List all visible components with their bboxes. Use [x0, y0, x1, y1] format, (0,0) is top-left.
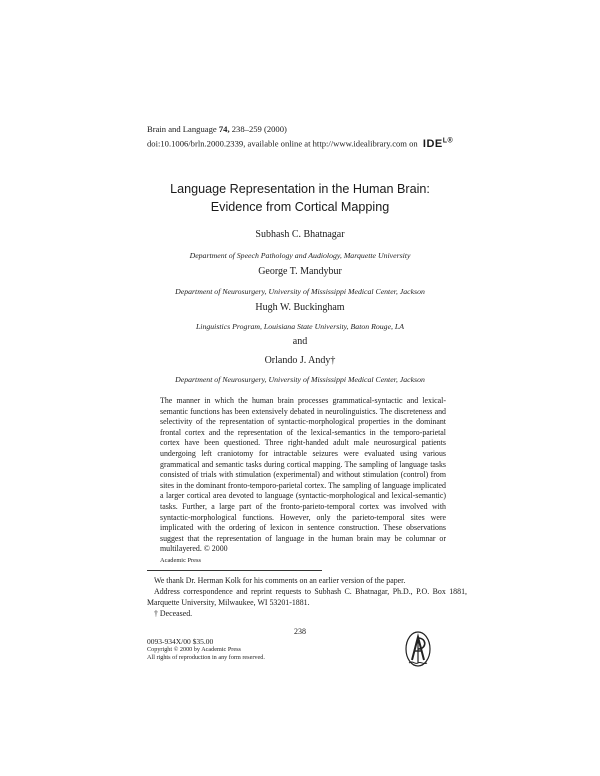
- ideal-mark: IDE: [422, 137, 443, 150]
- page-number: 238: [294, 627, 306, 636]
- author-affiliation-1: Department of Speech Pathology and Audiology, Marquette University: [189, 251, 411, 260]
- footnote-deceased: † Deceased.: [154, 609, 193, 618]
- article-title: [100, 180, 500, 216]
- footer-rights: All rights of reproduction in any form reserved.: [147, 654, 265, 661]
- abstract-copyright: © 2000: [203, 544, 228, 554]
- publisher-footer: [147, 637, 265, 662]
- footnote-acknowledgment: We thank Dr. Herman Kolk for his comments on an earlier version of the paper.: [154, 576, 406, 585]
- author-affiliation-3: Linguistics Program, Louisiana State University, Baton Rouge, LA: [195, 322, 405, 331]
- ideal-sup: L®: [442, 137, 454, 144]
- doi-line: [147, 135, 453, 150]
- doi-text: doi:10.1006/brln.2000.2339, available online at http://www.idealibrary.com on: [147, 138, 418, 149]
- and-conjunction: and: [292, 336, 308, 347]
- title-line-2: Evidence from Cortical Mapping: [210, 200, 390, 214]
- footnotes: [147, 575, 467, 619]
- author-affiliation-4: Department of Neurosurgery, University of Mississippi Medical Center, Jackson: [175, 375, 425, 384]
- journal-volume: 74,: [218, 124, 230, 134]
- issn-price: 0093-934X/00 $35.00: [147, 637, 214, 646]
- ideal-logo-icon: [423, 138, 453, 150]
- journal-pages-year: 238–259 (2000): [231, 124, 287, 134]
- author-name-1: Subhash C. Bhatnagar: [255, 229, 345, 240]
- academic-press-logo-icon: [403, 629, 433, 669]
- author-name-4: Orlando J. Andy†: [264, 355, 336, 366]
- author-name-2: George T. Mandybur: [258, 266, 342, 277]
- footer-copyright: Copyright © 2000 by Academic Press: [147, 646, 241, 653]
- abstract-press: Academic Press: [160, 556, 201, 564]
- title-line-1: Language Representation in the Human Brain:: [170, 182, 430, 196]
- author-name-3: Hugh W. Buckingham: [255, 302, 345, 313]
- footnote-correspondence: Address correspondence and reprint requests to Subhash C. Bhatnagar, Ph.D., P.O. Box 1881, Marquette University, Milwaukee, WI 53201-1881.: [147, 587, 467, 607]
- footnote-rule: [147, 570, 322, 571]
- author-affiliation-2: Department of Neurosurgery, University of Mississippi Medical Center, Jackson: [175, 287, 425, 296]
- abstract-text: The manner in which the human brain processes grammatical-syntactic and lexical-semantic functions has been extensively debated in neurolinguistics. The discreteness and selectivity of the representation of syntactic-morphological properties in the dominant frontal cortex and the representation of the lexical-semantics in the temporo-parietal cortex have been questioned. Three right-handed adult male neurosurgical patients undergoing left craniotomy for intractable seizures were evaluated using various grammatical and semantic tasks during cortical mapping. The sampling of language tasks consisted of trials with stimulation (experimental) and without stimulation (control) from sites in the dominant fronto-temporo-parietal cortex. The sampling of language implicated a larger cortical area devoted to language (syntactic-morphological and lexical-semantic) tasks. Further, a large part of the fronto-parieto-temporal cortex was involved with syntactic-morphological functions. However, only the parieto-temporal sites were implicated with the ordering of lexicon in sentence construction. These observations suggest that the representation of language in the human brain may be columnar or multilayered.: [160, 396, 446, 554]
- abstract: [160, 396, 446, 567]
- journal-citation: [147, 123, 287, 135]
- journal-name: Brain and Language: [147, 124, 217, 134]
